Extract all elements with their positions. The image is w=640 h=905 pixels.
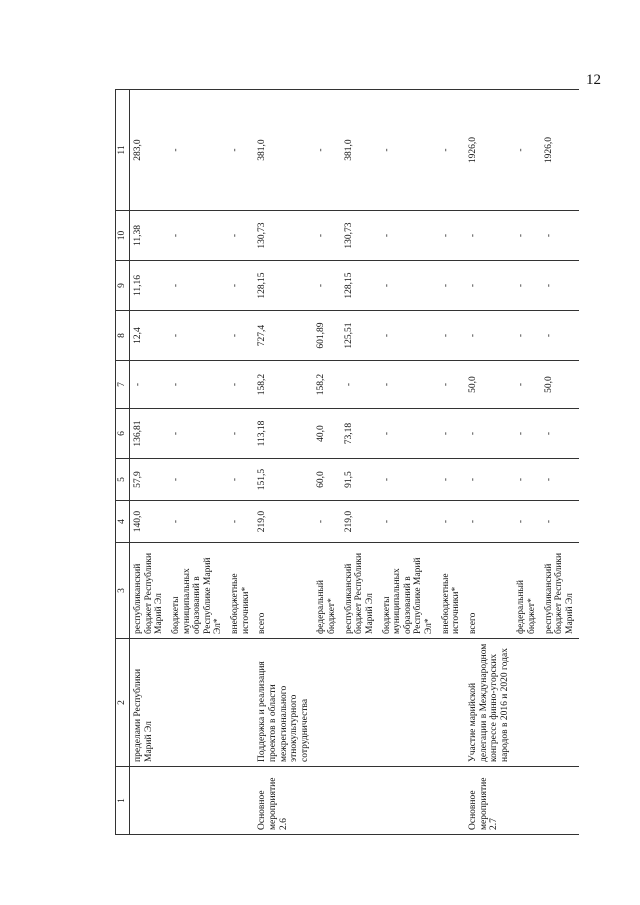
table-cell [130,767,168,835]
table-cell: - [465,501,514,543]
table-cell [168,639,227,767]
table-cell [438,639,465,767]
table-row [513,90,540,835]
table-cell: 50,0 [541,361,579,409]
table-cell: - [227,90,254,211]
table-cell: - [379,459,438,501]
table-row [341,90,379,835]
header-cell: 11 [116,90,130,211]
table-cell: - [438,459,465,501]
table-row [541,90,579,835]
table-cell: - [168,261,227,311]
table-cell [341,767,379,835]
table-cell: - [438,501,465,543]
table-cell: - [130,361,168,409]
table-cell: Участие марийской делегации в Международном конгрессе финно-угорских народов в 2016 и 2020 годах [465,639,514,767]
table-cell: 125,51 [341,311,379,361]
header-cell: 2 [116,639,130,767]
table-cell: - [465,311,514,361]
table-cell: 57,9 [130,459,168,501]
table-row [227,90,254,835]
table-cell: республиканский бюджет Республики Марий Эл [130,543,168,639]
header-cell: 5 [116,459,130,501]
table-row [254,90,313,835]
table-cell: - [465,459,514,501]
table-cell: 158,2 [254,361,313,409]
table-cell: 130,73 [341,211,379,261]
table-cell: - [168,311,227,361]
header-cell: 6 [116,409,130,459]
table-cell: - [513,501,540,543]
table-cell: 11,16 [130,261,168,311]
table-cell: - [168,409,227,459]
table-cell: - [438,361,465,409]
table-cell: - [313,261,340,311]
table-cell: - [341,361,379,409]
table-cell: - [168,361,227,409]
table-row [465,90,514,835]
table-cell: 12,4 [130,311,168,361]
table-cell: республиканский бюджет Республики Марий Эл [541,543,579,639]
table-row [168,90,227,835]
table-cell: 727,4 [254,311,313,361]
table-cell: - [438,211,465,261]
table-cell: 130,73 [254,211,313,261]
table-cell: - [379,409,438,459]
table-cell: - [541,261,579,311]
table-cell [168,767,227,835]
table-cell: 60,0 [313,459,340,501]
table-cell: 1926,0 [465,90,514,211]
table-cell [379,639,438,767]
table-cell: 158,2 [313,361,340,409]
table-cell: - [313,90,340,211]
table-cell: - [379,311,438,361]
header-row [116,90,130,835]
table-cell: 113,18 [254,409,313,459]
table-row [130,90,168,835]
table-cell: - [227,311,254,361]
table-cell: - [465,409,514,459]
table-cell [227,767,254,835]
table-cell: - [513,261,540,311]
table-cell: - [227,459,254,501]
table-cell [513,639,540,767]
table-cell [313,767,340,835]
table-cell: 73,18 [341,409,379,459]
table-cell: 601,89 [313,311,340,361]
table-cell: Основное мероприятие 2.6 [254,767,313,835]
table-cell: 91,5 [341,459,379,501]
table-cell: - [541,409,579,459]
table-cell: 128,15 [341,261,379,311]
table-cell: 381,0 [254,90,313,211]
header-cell: 3 [116,543,130,639]
table-cell: 128,15 [254,261,313,311]
budget-table [115,89,579,835]
table-cell: - [513,311,540,361]
header-cell: 10 [116,211,130,261]
table-cell: - [227,261,254,311]
table-cell: - [379,501,438,543]
table-cell: Поддержка и реализация проектов в области межрегионального этнокультурного сотрудничества [254,639,313,767]
table-cell: 140,0 [130,501,168,543]
table-cell: - [379,261,438,311]
table-cell: - [541,311,579,361]
table-cell: - [438,409,465,459]
header-cell: 8 [116,311,130,361]
table-cell: Основное мероприятие 2.7 [465,767,514,835]
table-cell: - [227,211,254,261]
table-cell: всего [254,543,313,639]
table-cell [341,639,379,767]
table-cell: 50,0 [465,361,514,409]
table-cell: - [513,211,540,261]
table-cell: - [541,211,579,261]
table-cell: бюджеты муниципальных образований в Республике Марий Эл* [379,543,438,639]
table-cell: - [513,409,540,459]
table-cell [541,639,579,767]
header-cell: 9 [116,261,130,311]
table-cell: - [313,211,340,261]
table-cell: 1926,0 [541,90,579,211]
table-cell: - [379,361,438,409]
table-cell: - [465,261,514,311]
table-cell: 219,0 [254,501,313,543]
table-cell: бюджеты муниципальных образований в Республике Марий Эл* [168,543,227,639]
table-cell: республиканский бюджет Республики Марий Эл [341,543,379,639]
budget-table-container [115,90,575,835]
table-row [313,90,340,835]
table-cell: - [513,459,540,501]
table-cell: - [379,211,438,261]
table-cell: - [227,409,254,459]
table-cell: всего [465,543,514,639]
table-cell: - [513,90,540,211]
header-cell: 1 [116,767,130,835]
table-cell [227,639,254,767]
table-cell: 219,0 [341,501,379,543]
table-cell: 11,38 [130,211,168,261]
table-cell: - [168,90,227,211]
table-cell: - [513,361,540,409]
table-cell: федеральный бюджет* [513,543,540,639]
table-cell: - [313,501,340,543]
table-cell: - [227,361,254,409]
table-cell: 40,0 [313,409,340,459]
table-cell: пределами Республики Марий Эл [130,639,168,767]
table-cell: - [438,261,465,311]
header-cell: 7 [116,361,130,409]
table-cell [313,639,340,767]
table-cell [379,767,438,835]
table-cell: - [168,501,227,543]
table-row [379,90,438,835]
table-cell: 151,5 [254,459,313,501]
table-cell: - [438,90,465,211]
header-cell: 4 [116,501,130,543]
table-cell: 381,0 [341,90,379,211]
table-cell: - [168,459,227,501]
table-row [438,90,465,835]
table-cell: 283,0 [130,90,168,211]
table-cell: 136,81 [130,409,168,459]
table-cell: федеральный бюджет* [313,543,340,639]
table-cell: - [168,211,227,261]
table-cell: - [465,211,514,261]
table-cell: - [227,501,254,543]
page-number: 12 [586,72,601,88]
table-cell: внебюджетные источники* [227,543,254,639]
table-cell: - [438,311,465,361]
table-cell: - [541,501,579,543]
table-cell: - [541,459,579,501]
table-cell [541,767,579,835]
table-body [130,90,579,835]
table-cell: внебюджетные источники* [438,543,465,639]
table-cell: - [379,90,438,211]
table-cell [513,767,540,835]
table-cell [438,767,465,835]
